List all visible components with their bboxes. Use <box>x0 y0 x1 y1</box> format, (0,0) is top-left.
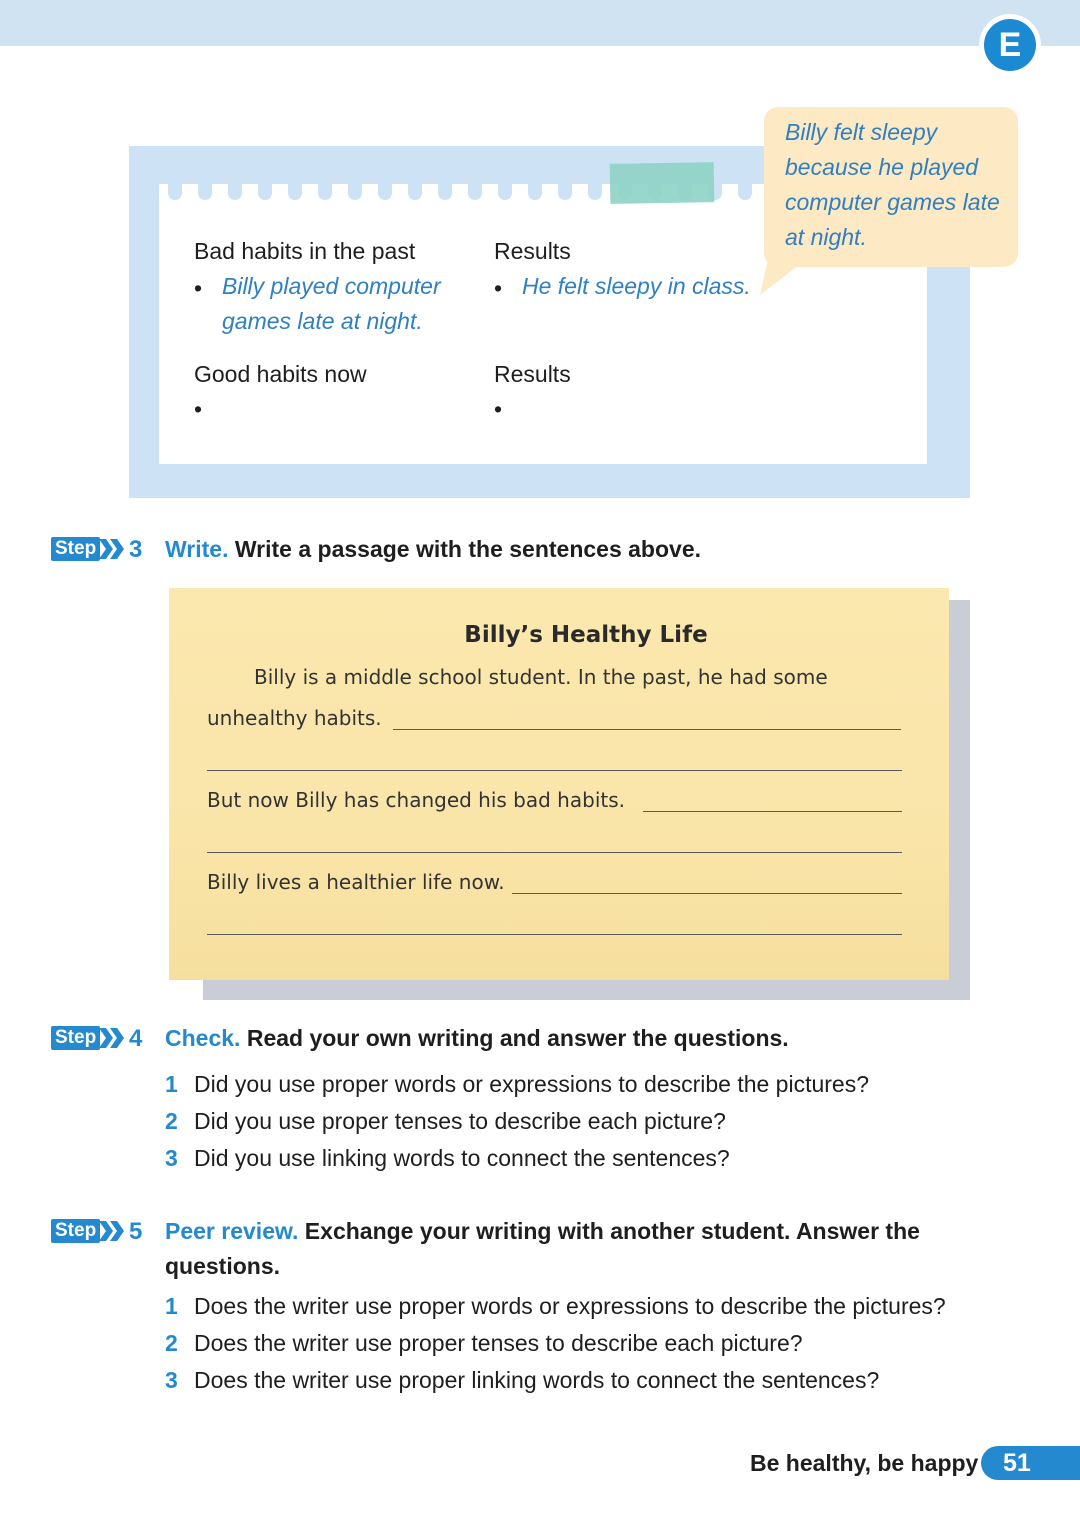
double-chevron-icon <box>99 1219 125 1243</box>
results-heading-2: Results <box>494 361 571 387</box>
step-4-text: Read your own writing and answer the questions. <box>240 1025 789 1051</box>
step-3-keyword: Write. <box>165 536 229 562</box>
results-heading-1: Results <box>494 238 571 264</box>
passage-line-1: Billy is a middle school student. In the past, he had some <box>254 665 828 689</box>
step-4-keyword: Check. <box>165 1025 241 1051</box>
speech-callout <box>764 107 1018 267</box>
double-chevron-icon <box>99 1026 125 1050</box>
step-3-instruction <box>165 532 701 567</box>
step-label: Step <box>51 1219 100 1243</box>
bullet: • <box>194 275 203 301</box>
step-label: Step <box>51 1026 100 1050</box>
unit-letter: E <box>984 19 1036 71</box>
step-3-number: 3 <box>129 536 143 563</box>
writing-blank[interactable] <box>512 893 902 894</box>
callout-line: because he played <box>785 154 979 180</box>
bad-habit-item-line1: Billy played computer <box>222 273 441 299</box>
step-label: Step <box>51 537 100 561</box>
passage-title: Billy’s Healthy Life <box>464 622 708 648</box>
peer-question-number: 2 <box>165 1330 178 1356</box>
peer-question-number: 1 <box>165 1293 178 1319</box>
step-5-number: 5 <box>129 1218 143 1245</box>
writing-blank[interactable] <box>643 811 902 812</box>
footer-unit-title: Be healthy, be happy <box>750 1450 979 1476</box>
passage-line-2: unhealthy habits. <box>207 706 382 730</box>
callout-line: at night. <box>785 224 867 250</box>
step-5-text: Exchange your writing with another student. Answer the <box>298 1218 920 1244</box>
writing-blank[interactable] <box>207 770 902 771</box>
check-question-text: Did you use proper words or expressions to describe the pictures? <box>194 1071 870 1097</box>
step-3-badge <box>51 537 125 561</box>
writing-blank[interactable] <box>207 852 902 853</box>
result-item: He felt sleepy in class. <box>522 273 751 299</box>
step-3-text: Write a passage with the sentences above. <box>228 536 702 562</box>
bullet: • <box>194 396 203 422</box>
check-question-text: Did you use proper tenses to describe each picture? <box>194 1108 726 1134</box>
callout-line: Billy felt sleepy <box>785 119 938 145</box>
check-question-number: 1 <box>165 1071 178 1097</box>
passage-line-3: But now Billy has changed his bad habits. <box>207 788 625 812</box>
bullet: • <box>494 275 503 301</box>
bad-habit-item-line2: games late at night. <box>222 308 423 334</box>
peer-question-text: Does the writer use proper tenses to describe each picture? <box>194 1330 803 1356</box>
bullet: • <box>494 396 503 422</box>
passage-line-4: Billy lives a healthier life now. <box>207 870 505 894</box>
good-habits-heading: Good habits now <box>194 361 367 387</box>
peer-question-number: 3 <box>165 1367 178 1393</box>
step-4-instruction <box>165 1021 789 1056</box>
step-5-instruction <box>165 1214 920 1249</box>
check-question-number: 3 <box>165 1145 178 1171</box>
check-question-text: Did you use linking words to connect the sentences? <box>194 1145 730 1171</box>
peer-question-text: Does the writer use proper linking words to connect the sentences? <box>194 1367 880 1393</box>
step-5-keyword: Peer review. <box>165 1218 299 1244</box>
writing-blank[interactable] <box>393 729 901 730</box>
double-chevron-icon <box>99 537 125 561</box>
step-4-number: 4 <box>129 1025 143 1052</box>
step-4-badge <box>51 1026 125 1050</box>
step-5-instruction-line2: questions. <box>165 1253 281 1279</box>
callout-line: computer games late <box>785 189 1000 215</box>
check-question-number: 2 <box>165 1108 178 1134</box>
peer-question-text: Does the writer use proper words or expressions to describe the pictures? <box>194 1293 946 1319</box>
bad-habits-heading: Bad habits in the past <box>194 238 416 264</box>
step-5-badge <box>51 1219 125 1243</box>
writing-blank[interactable] <box>207 934 902 935</box>
page-number: 51 <box>1003 1449 1031 1477</box>
